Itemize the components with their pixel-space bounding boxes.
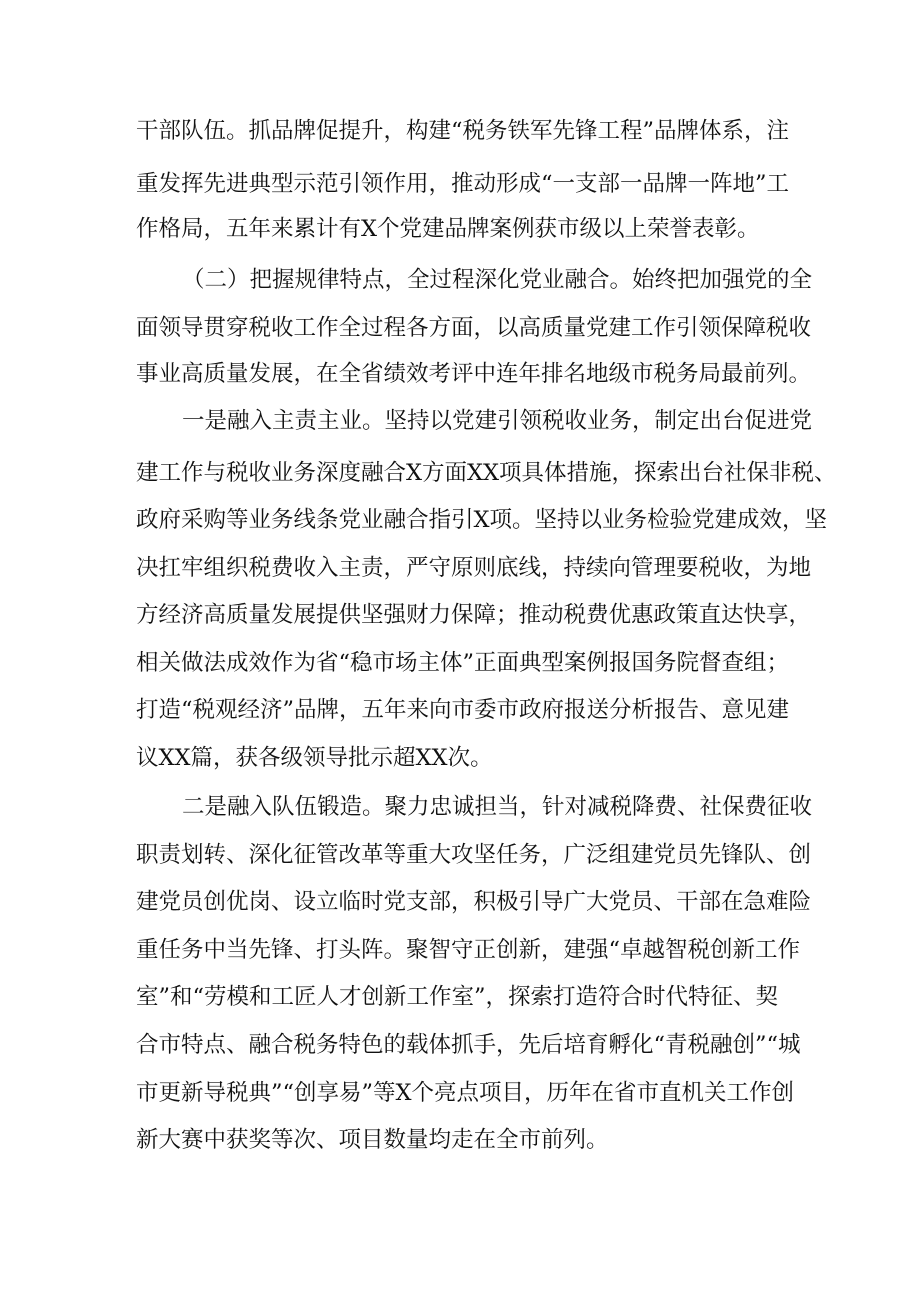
paragraph-2-line-3: 事业高质量发展，在全省绩效考评中连年排名地级市税务局最前列。 [136, 361, 812, 387]
paragraph-4-line-4: 重任务中当先锋、打头阵。聚智守正创新，建强“卓越智税创新工作 [136, 937, 801, 963]
paragraph-4-line-5: 室”和“劳模和工匠人才创新工作室”，探索打造符合时代特征、契 [136, 984, 779, 1010]
paragraph-3-line-1: 一是融入主责主业。坚持以党建引领税收业务，制定出台促进党 [182, 408, 813, 434]
paragraph-4-line-2: 职责划转、深化征管改革等重大攻坚任务，广泛组建党员先锋队、创 [136, 842, 812, 868]
paragraph-1-line-2: 重发挥先进典型示范引领作用，推动形成“一支部一品牌一阵地”工 [136, 171, 790, 197]
paragraph-2-line-2: 面领导贯穿税收工作全过程各方面，以高质量党建工作引领保障税收 [136, 315, 812, 341]
paragraph-4-line-3: 建党员创优岗、设立临时党支部，积极引导广大党员、干部在急难险 [136, 889, 812, 915]
paragraph-3-line-8: 议XX篇，获各级领导批示超XX次。 [136, 745, 493, 771]
paragraph-4-line-6: 合市特点、融合税务特色的载体抓手，先后培育孵化“青税融创”“城 [136, 1032, 801, 1058]
paragraph-2-line-1: （二）把握规律特点，全过程深化党业融合。始终把加强党的全 [182, 267, 813, 293]
paragraph-3-line-6: 相关做法成效作为省“稳市场主体”正面典型案例报国务院督查组； [136, 650, 790, 676]
paragraph-3-line-5: 方经济高质量发展提供坚强财力保障；推动税费优惠政策直达快享， [136, 602, 812, 628]
paragraph-1-line-3: 作格局，五年来累计有X个党建品牌案例获市级以上荣誉表彰。 [136, 216, 760, 242]
paragraph-3-line-3: 政府采购等业务线条党业融合指引X项。坚持以业务检验党建成效，坚 [136, 507, 828, 533]
paragraph-4-line-8: 新大赛中获奖等次、项目数量均走在全市前列。 [136, 1127, 609, 1153]
paragraph-4-line-7: 市更新导税典”“创享易”等X个亮点项目，历年在省市直机关工作创 [136, 1080, 795, 1106]
paragraph-1-line-1: 干部队伍。抓品牌促提升，构建“税务铁军先锋工程”品牌体系，注 [136, 118, 790, 144]
paragraph-3-line-2: 建工作与税收业务深度融合X方面XX项具体措施，探索出台社保非税、 [136, 460, 837, 486]
paragraph-3-line-4: 决扛牢组织税费收入主责，严守原则底线，持续向管理要税收，为地 [136, 555, 812, 581]
paragraph-3-line-7: 打造“税观经济”品牌，五年来向市委市政府报送分析报告、意见建 [136, 697, 790, 723]
paragraph-4-line-1: 二是融入队伍锻造。聚力忠诚担当，针对减税降费、社保费征收 [182, 794, 813, 820]
